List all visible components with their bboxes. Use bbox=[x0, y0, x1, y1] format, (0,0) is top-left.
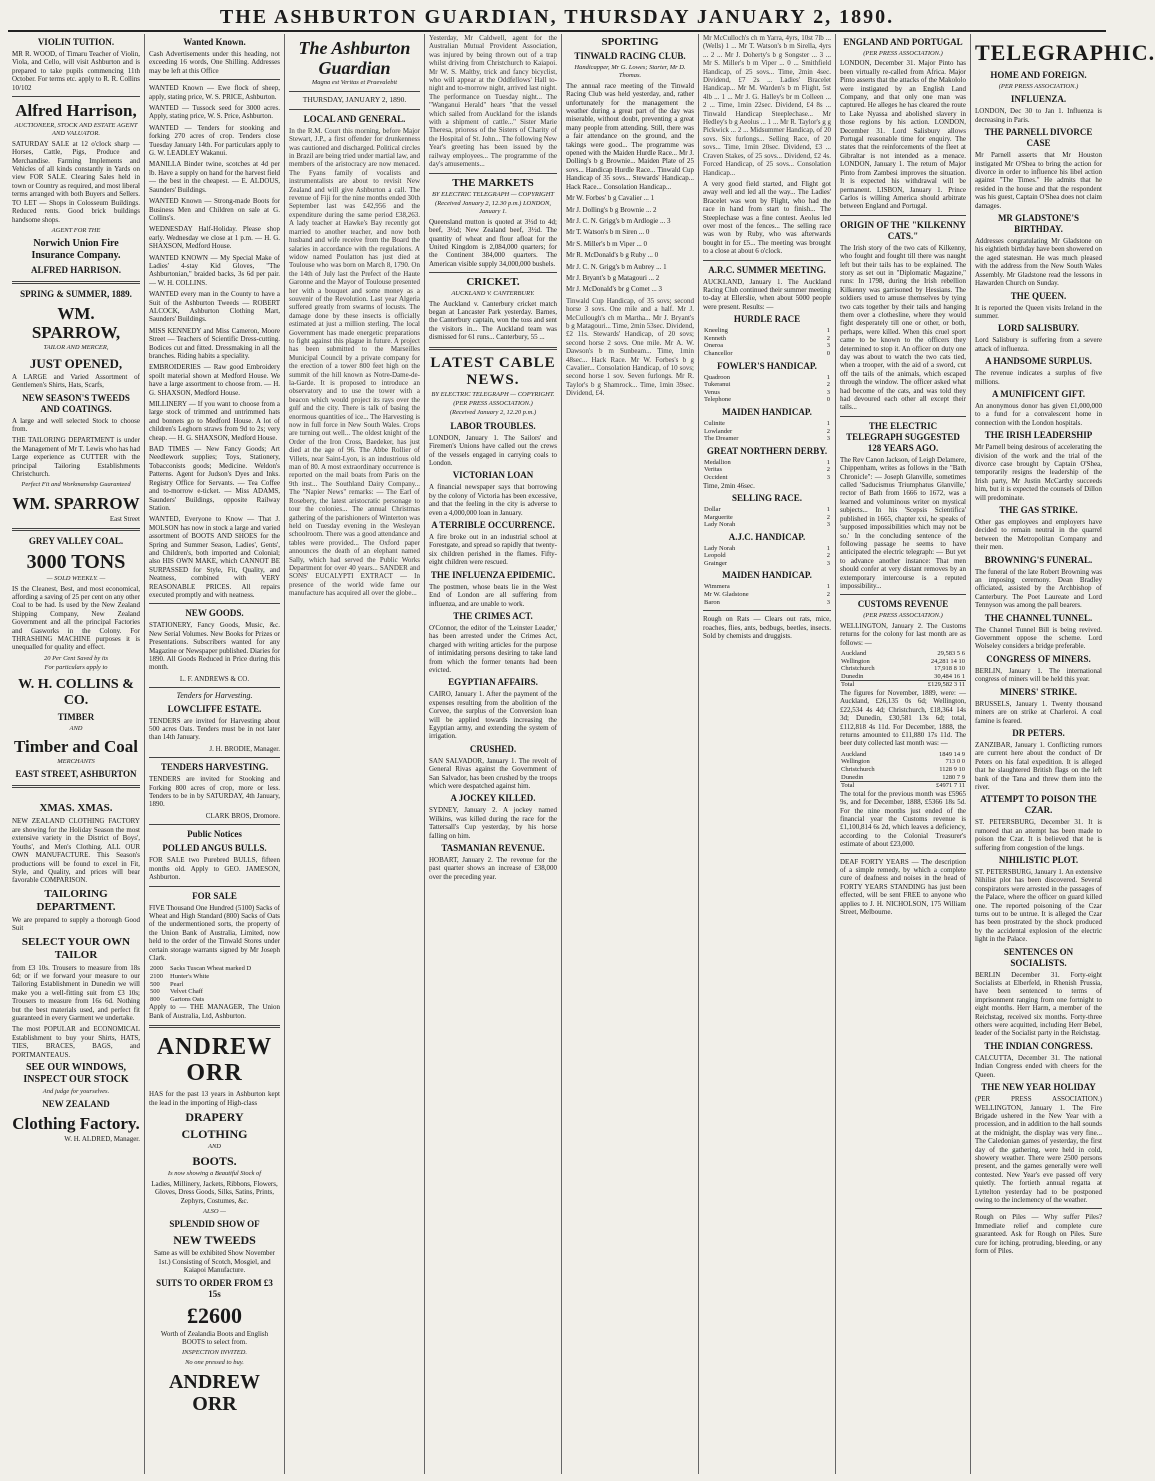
table-row: Total £129,582 3 11 bbox=[841, 681, 965, 689]
item-text: ST. PETERSBURG, January 1. An extensive Nihilist plot has been discovered. Several conspirators were arrested in the passages of the Palace, where the officer on guard killed one. The reported poisoning of the Czar turns out to be untrue. It is alleged the Czar has been prostrated by the shock produced by the accidental explosion of the electric light in the Palace. bbox=[975, 867, 1102, 944]
select-your-own: SELECT YOUR OWN TAILOR bbox=[21, 935, 131, 961]
table-row: Marguerite 2 bbox=[704, 513, 830, 521]
influenza-heading: THE INFLUENZA EPIDEMIC. bbox=[430, 569, 556, 580]
customs-table bbox=[840, 650, 966, 689]
item-text: Lord Salisbury is suffering from a severe attack of influenza. bbox=[975, 336, 1102, 353]
item-text: BERLIN December 31. Forty-eight Socialists at Elberfeld, in Rhenish Prussia, have been sentenced to terms of imprisonment ranging from one fortnight to eight months. Herr Harm, a member of the Reichstag, received six months. Forty-three others were acquitted, including Herr Bebel, leader of the Socialist party in the Reichstag. bbox=[975, 970, 1102, 1038]
select-text: from £3 10s. Trousers to measure from 18s 6d; or if we forward your measure to our Tailoring Establishment in Dunedin we will make you a well-fitting suit from £3 10s; Trousers to measure from 16s 6d. Nothing but the best materials used, and perfect fit guaranteed in every Garment we undertake. bbox=[12, 963, 140, 1022]
polled-angus: POLLED ANGUS BULLS. bbox=[162, 843, 267, 854]
tenders-harvest: Tenders for Harvesting. bbox=[176, 691, 253, 701]
andrews-signature: L. F. ANDREWS & CO. bbox=[179, 674, 250, 683]
cricket-text: The Auckland v. Canterbury cricket match began at Lancaster Park yesterday. Barnes, the Canterbury captain, won the toss and sent the visitors in... The Auckland team was dismissed for 61 runs... Canterbury, 55 ... bbox=[429, 299, 557, 342]
also: ALSO — bbox=[203, 1207, 226, 1215]
list-item: Mr S. Miller's b m Viper ... 0 bbox=[566, 239, 648, 248]
sporting-text-2: Tinwald Cup Handicap, of 35 sovs; second horse 3 sovs. One mile and a half. Mr J. McCullough's ch m Martha... Mr J. Bryant's b g Matagouri... Time, 2min 53sec. Dividend, £2 11s. Stewards' Handicap, of 20 sovs; second horse 2 sovs. One mile. Mr A. W. Dawson's b m Sunbeam... Time, 1min 48sec... Hack Race. Mr W. Forbes's b g Cavalier... Consolation Handicap, of 10 sovs; second horse 1 sov. Seven furlongs. Mr R. Taylor's b g Shamrock... Time, 1min 39sec. Dividend, £4. bbox=[566, 296, 694, 398]
list-item: Mr J. McDonald's br g Comet ... 3 bbox=[566, 285, 662, 294]
item-text: It is reported the Queen visits Ireland in the summer. bbox=[975, 303, 1102, 320]
just-text: A LARGE and Varied Assortment of Gentlemen's Shirts, Hats, Scarfs, bbox=[12, 372, 140, 390]
table-row: Christchurch 1128 9 10 bbox=[841, 765, 965, 773]
item-text: Mr Parnell being desirous of accelerating the division of the work and the trial of the divorce case brought by Captain O'Shea, temporarily resigns the leadership of the Irish party, Mr Justin McCarthy succeeds him, but it is expected the counsels of Dillon will predominate. bbox=[975, 443, 1102, 502]
tenders-text-2: TENDERS are invited for Stooking and Forking 800 acres of crop, more or less. Tenders to be in by SATURDAY, 4th January, 1890. bbox=[149, 775, 280, 809]
wanted-13: WANTED, Everyone to Know — That J. MOLSON has now in stock a large and varied assortment of BOOTS AND SHOES for the Spring and Summer Season, Ladies', Gents', and Children's, both imported and Colonial; also HIS OWN MAKE, which CANNOT BE SURPASSED for Style, Fit, Quality, and Neatness, combined with VERY REASONABLE PRICES. All repairs executed promptly and with neatness. bbox=[149, 515, 280, 599]
item-text: An anonymous donor has given £1,000,000 to a fund for a convalescent home in connection with the London hospitals. bbox=[975, 401, 1102, 427]
jockey-heading: A JOCKEY KILLED. bbox=[450, 793, 536, 804]
telegraph-text: The Rev Canon Jackson, of Leigh Delamere, Chippenham, writes as follows in the "Bath Chronicle": — Joseph Glanville, sometimes called 'Saducismus Triumphatus Glanville,' rector of Bath from 1666 to 1672, was a learned and voluminous writer on mystical subjects... In his 'Scepsis Scientifica' published in 1665, chapter xxi, he speaks of 'supposed impossibilities which may not be so.' In the concluding sentence of the following passage he seems to have anticipated the electric telegraph: — But yet to advance another instance: That men should confer at very distant removes by an extemporary intercourse is a reputed impossibility... bbox=[840, 455, 966, 590]
cable-received: (Received January 2, 12.20 p.m.) bbox=[449, 409, 537, 417]
selling-heading: SELLING RACE. bbox=[731, 492, 803, 503]
wanted-6: WEDNESDAY Half-Holiday. Please shop early. Wednesday we close at 1 p.m. — H. G. SHAXSON, Medford House. bbox=[149, 225, 280, 251]
masthead-title: THE ASHBURTON GUARDIAN, THURSDAY JANUARY 2, 1890. bbox=[219, 5, 895, 28]
maiden-table bbox=[703, 420, 831, 443]
boots: BOOTS. bbox=[192, 1154, 237, 1169]
table-row: Leopold 2 bbox=[704, 552, 830, 560]
collins-name: W. H. COLLINS & CO. bbox=[18, 676, 134, 708]
list-item: Mr J. Bryant's b g Matagouri ... 2 bbox=[566, 273, 660, 282]
item-heading: LORD SALISBURY. bbox=[998, 323, 1079, 334]
column-4 bbox=[425, 34, 562, 1474]
crimes-heading: THE CRIMES ACT. bbox=[453, 610, 533, 621]
item-text: BRUSSELS, January 1. Twenty thousand miners are on strike at Charleroi. A coal famine is feared. bbox=[975, 699, 1102, 725]
table-row: Chancellor 0 bbox=[704, 349, 830, 357]
hurdle-table bbox=[703, 327, 831, 357]
item-heading: MINERS' STRIKE. bbox=[999, 686, 1078, 697]
harrison-name: Alfred Harrison, bbox=[15, 101, 137, 121]
column-3 bbox=[285, 34, 425, 1474]
list-item: Mr T. Watson's b m Siren ... 0 bbox=[566, 228, 650, 237]
telegraphic-heading: TELEGRAPHIC. bbox=[975, 40, 1155, 65]
for-sale-text: FIVE Thousand One Hundred (5100) Sacks of Wheat and High Standard (800) Sacks of Oats of the undermentioned sorts, the property of the Union Bank of Australia, Limited, now held to the order of the Tinwald Stores under certain storage warrants signed by Mr Joseph Clark. bbox=[149, 903, 280, 962]
see-windows: SEE OUR WINDOWS, INSPECT OUR STOCK bbox=[23, 1062, 129, 1085]
new-goods-text: STATIONERY, Fancy Goods, Music, &c. New Serial Volumes. New Books for Prizes or Presentations. Subscribers wanted for any Magazine or Newspaper published. Diaries for 1890. All Goods Reduced in Price during this month. bbox=[149, 621, 281, 672]
item-heading: A MUNIFICENT GIFT. bbox=[992, 388, 1085, 399]
tailoring-text: THE TAILORING DEPARTMENT is under the Management of Mr T. Lewis who has had Large experience as CUTTER with the principal Tailoring Establishments Christchurch. bbox=[12, 436, 140, 478]
item-heading: ATTEMPT TO POISON THE CZAR. bbox=[980, 794, 1097, 816]
arc-heading: A.R.C. SUMMER MEETING. bbox=[708, 264, 826, 275]
item-heading: THE NEW YEAR HOLIDAY bbox=[981, 1082, 1096, 1093]
local-heading: LOCAL AND GENERAL. bbox=[303, 113, 406, 124]
eng-port-sub: (PER PRESS ASSOCIATION.) bbox=[863, 50, 943, 57]
showing: Is now showing a Beautiful Stock of bbox=[167, 1170, 262, 1178]
table-row: Wellington 24,281 14 10 bbox=[841, 657, 965, 665]
paper-title: The Ashburton Guardian bbox=[298, 38, 411, 78]
item-heading: THE INDIAN CONGRESS. bbox=[984, 1040, 1093, 1051]
telegraph-heading: THE ELECTRIC TELEGRAPH SUGGESTED 128 YEARS AGO. bbox=[846, 420, 960, 453]
item-heading: THE QUEEN. bbox=[1010, 290, 1067, 301]
table-row: Occident 3 bbox=[704, 473, 830, 481]
forward-heading: FOWLER'S HANDICAP. bbox=[717, 360, 817, 371]
great-heading: GREAT NORTHERN DERBY. bbox=[706, 445, 828, 456]
maiden2-heading: MAIDEN HANDICAP. bbox=[722, 570, 812, 581]
item-text: The funeral of the late Robert Browning was an imposing ceremony. Dean Bradley officiated, assisted by the Archbishop of Canterbury. The Poet Laureate and Lord Tennyson was among the pall bearers. bbox=[975, 567, 1102, 610]
sparrow-sub: TAILOR AND MERCER, bbox=[43, 344, 109, 352]
new-tweeds: NEW TWEEDS bbox=[173, 1233, 256, 1248]
customs-text: The figures for November, 1889, were: — Auckland, £26,135 0s 6d; Wellington, £22,534 4s 4d; Christchurch, £18,364 14s 3d; Dunedin, £30,581 13s 6d; total, £112,818 4s 11d. For December, 1888, the returns amounted to £11,880 17s 11d. The beer duty collected last month was: — bbox=[840, 688, 966, 748]
item-heading: CONGRESS OF MINERS. bbox=[986, 653, 1091, 664]
orr-signature: ANDREW ORR bbox=[168, 1371, 261, 1416]
item-text: Other gas employees and employers have decided to remain neutral in the quarrel between the Metropolitan Company and their men. bbox=[975, 518, 1102, 552]
table-row: Telephone 0 bbox=[704, 396, 830, 404]
cable-heading: LATEST CABLE NEWS. bbox=[430, 354, 556, 388]
column-1 bbox=[8, 34, 145, 1474]
table-row: Kneeling 1 bbox=[704, 327, 830, 335]
list-item: Mr J. C. N. Grigg's b m Ardlogie ... 3 bbox=[566, 216, 671, 225]
public-notices: Public Notices bbox=[187, 829, 242, 840]
cost-saved: 20 Per Cent Saved by its bbox=[43, 654, 109, 662]
wanted-9: MISS KENNEDY and Miss Cameron, Moore Street — Teachers of Scientific Dress-cutting. Bodices cut and fitted. Dressmaking in all the branches. Riding habits a speciality. bbox=[149, 326, 280, 360]
grey-valley-heading: GREY VALLEY COAL. bbox=[28, 536, 124, 547]
handicapper: Handicapper, Mr G. Lowes; Starter, Mr D. Thomas. bbox=[574, 64, 686, 80]
item-text: (PER PRESS ASSOCIATION.) WELLINGTON, January 1. The Fire Brigade ushered in the New Year with a procession, and in addition to the hall sounds at the midnight, the display was very fine... The Caledonian games of yesterday, the first day of the gathering, were held in cold, showery weather. There were 2500 persons present, and the games generally were well contested. New Year's eve passed off very quietly. The fortieth annual regatta at Lyttelton yesterday had to be postponed owing to the inclemency of the weather. bbox=[975, 1095, 1102, 1204]
cable-sub: BY ELECTRIC TELEGRAPH — COPYRIGHT. bbox=[431, 390, 555, 398]
wanted-text: Cash Advertisements under this heading, not exceeding 16 words, One Shilling. Addresses may be left at this Office bbox=[149, 50, 280, 75]
ajc-table bbox=[703, 545, 831, 568]
table-row: Auckland 29,583 5 6 bbox=[841, 649, 965, 657]
wanted-1: WANTED Known — Ewe flock of sheep, apply, stating price, W. S. PRICE, Ashburton. bbox=[149, 84, 280, 101]
terrible-heading: A TERRIBLE OCCURRENCE. bbox=[431, 520, 555, 531]
violin-heading: VIOLIN TUITION. bbox=[37, 37, 115, 47]
beer-table bbox=[840, 751, 966, 790]
table-row: Auckland 1849 14 9 bbox=[841, 750, 965, 758]
markets-text: Queensland mutton is quoted at 3½d to 4d; beef, 3½d; New Zealand beef, 3½d. The quantity of wheat and flour afloat for the United Kingdom is 2,084,000 quarters; for the Continent 384,000 quarters. The American visible supply 34,000,000 bushels. bbox=[429, 217, 557, 268]
orr-and: AND bbox=[208, 1142, 221, 1150]
apply-text: Apply to — THE MANAGER, The Union Bank of Australia, Ltd, Ashburton. bbox=[149, 1003, 280, 1020]
violin-text: MR R. WOOD, of Timaru Teacher of Violin, Viola, and Cello, will visit Ashburton and is prepared to take pupils commencing 11th October. For terms etc. apply to R. R. Collins 10/102 bbox=[12, 50, 140, 92]
bottom-note: Rough on Piles — Why suffer Piles? Immediate relief and complete cure guaranteed. Ask for Rough on Piles. Sure cure for itching, protruding, bleeding, or any form of Piles. bbox=[975, 1213, 1102, 1255]
selected-text: A large and well selected Stock to choose from. bbox=[12, 416, 140, 433]
item-heading: THE GAS STRIKE. bbox=[999, 505, 1078, 515]
wanted-7: WANTED KNOWN — My Special Make of Ladies' 4-stay Kid Gloves, "The Ashburtonian," braided backs, 3s 6d per pair. — W. H. COLLINS. bbox=[149, 253, 280, 287]
egyptian-text: CAIRO, January 1. After the payment of the expenses resulting from the abolition of the Corvee, the surplus of the Conversion loan will be applied towards increasing the Egyptian army, and extending the system of irrigation. bbox=[429, 690, 557, 741]
customs-sub: (PER PRESS ASSOCIATION.) bbox=[863, 612, 943, 620]
showing-text: Ladies, Millinery, Jackets, Ribbons, Flowers, Gloves, Dress Goods, Silks, Satins, Prints, Zephyrs, Costumes, &c. bbox=[151, 1179, 278, 1205]
table-row: Wellington 713 0 0 bbox=[841, 758, 965, 766]
deaf-text: DEAF FORTY YEARS — The description of a simple remedy, by which a complete cure of deafness and noises in the head of FORTY YEARS STANDING has just been effected, will be sent FREE to anyone who applies to J. H. NICHOLSON, 175 William Street, Melbourne. bbox=[840, 857, 966, 917]
tons-heading: 3000 TONS bbox=[26, 551, 126, 574]
table-row: 2100 Hunter's White bbox=[150, 972, 210, 980]
item-heading: SENTENCES ON SOCIALISTS. bbox=[1003, 946, 1074, 968]
tasmanian-heading: TASMANIAN REVENUE. bbox=[441, 843, 545, 854]
cricket-heading: CRICKET. bbox=[466, 276, 520, 289]
telegraphic-items bbox=[975, 94, 1102, 1204]
item-text: LONDON, Dec 30 to Jan 1. Influenza is decreasing in Paris. bbox=[975, 107, 1102, 124]
wanted-10: EMBROIDERIES — Raw good Embroidery spoilt material shown at Medford House. We have a large assortment to choose from. — H. G. SHAXSON, Medford House. bbox=[149, 363, 280, 397]
maiden2-table bbox=[703, 583, 831, 606]
item-heading: NIHILISTIC PLOT. bbox=[998, 854, 1079, 865]
manager-signature: W. H. ALDRED, Manager. bbox=[64, 1135, 140, 1144]
table-row: The Dreamer 3 bbox=[704, 435, 830, 443]
column-8 bbox=[971, 34, 1155, 1474]
crushed-heading: CRUSHED. bbox=[469, 743, 517, 754]
column-7 bbox=[836, 34, 971, 1474]
arc-text: AUCKLAND, January 1. The Auckland Racing Club continued their summer meeting to-day at Ellerslie, when about 5000 people were present. Results: — bbox=[703, 277, 831, 311]
table-row: 500 Pearl bbox=[150, 980, 184, 988]
suits: SUITS TO ORDER FROM £3 15s bbox=[156, 1277, 273, 1299]
jockey-text: SYDNEY, January 2. A jockey named Wilkins, was killed during the race for the Tattersall's Cup yesterday, by his horse falling on him. bbox=[429, 806, 557, 840]
kilkenny-text: The Irish story of the two cats of Kilkenny, who fought and fought till there was naught left but their tails has to be explained. The story as set out in "Diplomatic Magazine," runs: In 1798, during the Irish rebellion Kilkenny was garrisoned by Hessians. The soldiers used to amuse themselves by tying two cats together by their tails and hanging them over a clothesline, where they would fight desperately till one or other, or both, perhaps, were killed. When this cruel sport came to be known to the officers they determined to stop it. An officer on duty one day was about to watch the two cats tied, when a trooper, with the aid of a sword, cut off the tails of the animals, which escaped through the window. The officer asked what had become of the cats, and was told they had devoured each other all except their tails... bbox=[840, 243, 966, 412]
table-row: Venus 3 bbox=[704, 388, 830, 396]
clothing-factory: Clothing Factory. bbox=[12, 1114, 140, 1134]
markets-received: (Received January 2, 12.30 p.m.) LONDON, January 1. bbox=[435, 199, 551, 216]
terrible-text: A fire broke out in an industrial school at Forestgate, and spread so rapidly that twenty-six children perished in the flames. Fifty-eight children were rescued. bbox=[429, 533, 557, 567]
time-note: Time, 2min 46sec. bbox=[703, 481, 755, 490]
markets-sub: BY ELECTRIC TELEGRAPH — COPYRIGHT bbox=[431, 190, 555, 198]
item-text: BERLIN, January 1. The international congress of miners will be held this year. bbox=[975, 666, 1102, 684]
item-text: ZANZIBAR, January 1. Conflicting rumors are current here about the conduct of Dr Peters on his fatal expedition. It is alleged that he slaughtered British flags on the left bank of the Tana and threw them into the river. bbox=[975, 740, 1102, 791]
column-2 bbox=[145, 34, 285, 1474]
list-item: Mr J. Dolling's b g Brownie ... 2 bbox=[566, 205, 657, 214]
merchants-label: MERCHANTS bbox=[57, 758, 95, 766]
just-opened: JUST OPENED, bbox=[29, 355, 123, 371]
popular-text: The most POPULAR and ECONOMICAL Establishment to buy your Shirts, HATS, TIES, BRACES, BAGS, and PORTMANTEAUS. bbox=[12, 1025, 140, 1059]
table-row: Kenneth 2 bbox=[704, 334, 830, 342]
for-sale-heading: FOR SALE bbox=[192, 890, 237, 901]
lowcliffe-text: TENDERS are invited for Harvesting about 500 acres Oats. Tenders must be in not later than 14th January. bbox=[149, 716, 280, 742]
wanted-5: WANTED Known — Strong-made Boots for Business Men and Children on sale at G. Collins's. bbox=[149, 197, 280, 222]
item-heading: BROWNING'S FUNERAL. bbox=[984, 554, 1093, 565]
clothing-text: NEW ZEALAND CLOTHING FACTORY are showing for the Holiday Season the most extensive variety in the District of Boys', Youths', and Men's Clothing. ALL OUR OWN MANUFACTURE. This Season's productions will be found to excel in Fit, Style, and Quality, and prices will bear favorable COMPARISON. bbox=[12, 817, 140, 885]
sparrow-name: WM. SPARROW, bbox=[31, 304, 121, 343]
bottom-note: Rough on Rats — Clears out rats, mice, roaches, flies, ants, bedbugs, beetles, insects. Sold by chemists and druggists. bbox=[703, 615, 831, 641]
none-pressed: No one pressed to buy. bbox=[185, 1358, 244, 1366]
column-6 bbox=[699, 34, 836, 1474]
orr-name: ANDREW ORR bbox=[156, 1034, 273, 1087]
ajc-heading: A.J.C. HANDICAP. bbox=[728, 531, 806, 542]
paper-motto: Magna est Veritas et Praevalebit bbox=[311, 79, 398, 86]
col4-text: Yesterday, Mr Caldwell, agent for the Australian Mutual Provident Association, was injured by being thrown out of a trap whilst driving from Christchurch to Kaiapoi. Mr W. S. Maltby, trick and fancy bicyclist, who will appear at the Oddfellows' Hall to-night and to-morrow night, arrived last night. The performance on Tuesday night... The "Wanganui Herald" hears "that the vessel which sailed from Auckland for the islands with a shipment of cattle..." Sister Marie Theresa, prioress of the Sisters of Charity of the Hospital of St. John... The following New Year's greeting has been issued by the railway employees... The programme of the day's amusements... bbox=[429, 34, 557, 169]
drapery: DRAPERY bbox=[185, 1109, 244, 1124]
home-foreign: HOME AND FOREIGN. bbox=[990, 70, 1087, 80]
table-row: Baron 3 bbox=[704, 598, 830, 606]
selling-table bbox=[703, 506, 831, 529]
east-street-2: EAST STREET, ASHBURTON bbox=[15, 769, 137, 780]
harrison-footer: ALFRED HARRISON. bbox=[30, 265, 121, 276]
inspection: INSPECTION INVITED. bbox=[182, 1349, 247, 1357]
wanted-3: WANTED — Tenders for stooking and forking 270 acres of crop. Tenders close Tuesday January 14th. For particulars apply to G. W. LEADLEY Wakanui. bbox=[149, 123, 280, 158]
item-text: The Channel Tunnel Bill is being revived. Government oppose the scheme. Lord Wolseley considers a bridge preferable. bbox=[975, 625, 1102, 651]
table-row: Dunedin 30,484 16 1 bbox=[841, 672, 965, 680]
table-row: Total £4971 7 11 bbox=[841, 782, 965, 790]
tailoring-dept: TAILORING DEPARTMENT. bbox=[36, 887, 116, 913]
wanted-2: WANTED — Tussock seed for 3000 acres. Apply, stating price, W. S. Price, Ashburton. bbox=[149, 104, 280, 121]
orr-text: HAS for the past 13 years in Ashburton kept the lead in the importing of High-class bbox=[149, 1090, 280, 1107]
wanted-11: MILLINERY — If you want to choose from a large stock of trimmed and untrimmed hats and bonnets go to Medford House. A lot of children's Leghorn straws from 9d to 2s; very cheap. — H. G. SHAXSON, Medford House. bbox=[149, 400, 280, 442]
item-heading: THE IRISH LEADERSHIP bbox=[984, 430, 1093, 441]
nz-label: NEW ZEALAND bbox=[42, 1099, 110, 1110]
grain-table bbox=[149, 965, 280, 1003]
table-row: Dunedin 1280 7 9 bbox=[841, 773, 965, 781]
coal-text: IS the Cleanest, Best, and most economical, affording a saving of 25 per cent on any other Coal to be had. Is used by the New Zealand Shipping Company, New Zealand Government and all the principal Factories and Gasworks in the Colony. For THRASHING MACHINE purposes it is unequalled for quality and effect. bbox=[12, 584, 140, 652]
victorian-text: A financial newspaper says that borrowing by the colony of Victoria has been excessive, and that the feeling in the city is adverse to even a 4,000,000 loan in January. bbox=[429, 483, 557, 517]
column-5 bbox=[562, 34, 699, 1474]
great-table bbox=[703, 459, 831, 482]
sparrow-signature: WM. SPARROW bbox=[12, 493, 140, 513]
table-row: 2000 Sacks Tuscan Wheat marked D bbox=[150, 965, 252, 973]
list-item: Mr W. Forbes' b g Cavalier ... 1 bbox=[566, 194, 655, 203]
crushed-text: SAN SALVADOR, January 1. The revolt of General Rivas against the Government of San Salvador, has been crushed by the troops which were despatched against him. bbox=[429, 756, 557, 790]
item-heading: THE CHANNEL TUNNEL. bbox=[984, 612, 1093, 623]
item-text: Mr Parnell asserts that Mr Houston instigated Mr O'Shea to bring the action for divorce in order to influence his libel action against "The Times." He admits that he resided in the house and that the respondent was his guest, Captain O'Shea does not claim damages. bbox=[975, 151, 1102, 210]
sporting-heading: SPORTING bbox=[601, 36, 659, 48]
local-text: In the R.M. Court this morning, before Major Stewart, J.P., a first offender for drunkenness was cautioned and discharged. Political circles in Brazil are being tried under martial law, and members of the aristocracy are now menaced. The Fyans family of vocalists and instrumentalists are about to revisit New Zealand and will give Ashburton a call. The revenue of Fiji for the nine months ended 30th September last was £42,956 and the expenditure during the same period £38,263. A lady teacher at Hawke's Bay recently got married to another teacher, and now both husband and wife receive from the Board the salaries in accordance with the regulations. A widow named Poulatton has just died at Toulouse who was born on March 8, 1790. On the 14th of July last the Prefect of the Haute Garonne and the Mayor of Toulouse presented her with a bouquet and some money as a souvenir of the Revolution. Last year Algeria suffered greatly from swarms of locusts. The damage done by these insects is officially estimated at just a million sterling. The local Government has made energetic preparations to fight against this plague in future. A project has been submitted to the Marseilles Municipal Council by a private company for the erection of a tower 800 feet high on the summit of the hill known as Notre-Dame-de-la-Garde. It is proposed to introduce an observatory and to use the tower with a beacon which would project its rays over the gulf and the city. There is talk of basing the enormous quantities of ice... The Harvesting is now in full force in New South Wales. Crops are turning out well... The oldest knight of the Order of the Iron Cross, Baedeker, has just died at the age of 96. The Abbe Rollier of Villets, near Saint-Lyon, is an industrious old man of 80. A most extraordinary occurrence is reported on the mail boats from Paris on the 9th inst... The Southland Dairy Company... The "Napier News" remarks: — The Earl of Rosebery, the latest aristocratic personage to tour the colonies... The annual Christmas gathering of the parishioners of Winterton was held on Tuesday evening in the Wesleyan schoolroom. There was a good attendance and tables were provided... The Oxford paper announces the death of an elephant named Sally, which had served the Public Works Department for over 40 years... SANDER and SONS' EUCALYPTI EXTRACT — In presence of the world wide fame our manufacture has acquired all over the globe... bbox=[289, 126, 420, 598]
list-item: Mr J. C. N. Grigg's b m Aubrey ... 1 bbox=[566, 262, 667, 271]
table-row: 800 Gartons Oats bbox=[150, 995, 205, 1003]
table-row: Lady Norah 1 bbox=[704, 544, 830, 552]
table-row: Lady Norah 3 bbox=[704, 521, 830, 529]
sporting-text: A very good field started, and Flight got away well and led all the way... The Ladies' Bracelet was won by Flight, who had the race in hand from start to finish... The Steeplechase was a fine contest. Aeolus led over most of the fences... The selling race was won by Ruby, who was afterwards bought in for £5... The meeting was brought to a close at about 6 o'clock. bbox=[703, 179, 831, 256]
table-row: Quadroon 1 bbox=[704, 373, 830, 381]
markets-heading: THE MARKETS bbox=[452, 176, 534, 189]
item-text: The revenue indicates a surplus of five millions. bbox=[975, 369, 1102, 386]
amount: £2600 bbox=[187, 1302, 242, 1328]
particulars: For particulars apply to bbox=[44, 664, 108, 672]
kilkenny-heading: ORIGIN OF THE "KILKENNY CATS." bbox=[840, 219, 966, 241]
cable-assoc: (PER PRESS ASSOCIATION.) bbox=[453, 400, 533, 407]
results-list bbox=[566, 194, 694, 294]
item-text: Addresses congratulating Mr Gladstone on his eightieth birthday have been showered on the aged statesman. He was much pleased with the address from the New South Wales Assembly. Mr Gladstone read the lessons in Hawarden Church on Sunday. bbox=[975, 237, 1102, 288]
tenders-harvest-2: TENDERS HARVESTING. bbox=[160, 762, 269, 773]
boots-text: Worth of Zealandia Boots and English BOOTS to select from. bbox=[160, 1329, 269, 1346]
crimes-text: O'Connor, the editor of the 'Leinster Leader,' has been arrested under the Crimes Act, charged with writing articles for the purpose of intimidating persons desiring to take land from which the former tenants had been evicted. bbox=[429, 623, 557, 674]
brodie-signature: J. H. BRODIE, Manager. bbox=[209, 744, 280, 753]
beer-text: The total for the previous month was £5965 9s, and for December, 1888, £5366 18s 5d. For the nine months just ended of the financial year the Customs revenue is £1,100,814 6s 2d, which leaves a deficiency, according to the Colonial Treasurer's estimate of about £23,000. bbox=[840, 789, 966, 849]
norwich-name: Norwich Union Fire Insurance Company. bbox=[31, 238, 121, 262]
xmas-heading: XMAS. XMAS. bbox=[39, 802, 113, 815]
table-row: Medallion 1 bbox=[704, 458, 830, 466]
eng-port-text: LONDON, December 31. Major Pinto has been virtually re-called from Africa. Major Pinto asserts that the attacks of the Makololo were instigated by an English Land Company, and that only one man was captured. He alleges he has cleared the route to Lake Nyassa and abolished slavery in those regions by his action. LONDON, December 31. Lord Salisbury allows Portugal reasonable time for enquiry. The states that the reinforcements of the fleet at Gibraltar is not intended as a menace. LONDON, January 1. The return of Major Pinto from Zambesi improves the situation. It is expected his withdrawal will be permanent. LISBON, January 1. Prince Carlos is willing America should arbitrate between England and Portugal. bbox=[840, 59, 966, 211]
table-row: Dollar 1 bbox=[704, 505, 830, 513]
table-row: Grainger 3 bbox=[704, 559, 830, 567]
norwich-agent: AGENT FOR THE bbox=[51, 226, 101, 234]
timber-coal: Timber and Coal bbox=[13, 737, 139, 757]
item-heading: THE PARNELL DIVORCE CASE bbox=[984, 127, 1093, 149]
harrison-sub: AUCTIONEER, STOCK AND ESTATE AGENT AND VALUATOR. bbox=[14, 122, 138, 138]
new-goods-heading: NEW GOODS. bbox=[185, 608, 244, 619]
tweeds-heading: NEW SEASON'S TWEEDS AND COATINGS. bbox=[22, 392, 130, 414]
clark-signature: CLARK BROS, Dromore. bbox=[205, 811, 280, 820]
sold-weekly: — SOLD WEEKLY. — bbox=[46, 575, 106, 583]
item-heading: A HANDSOME SURPLUS. bbox=[985, 356, 1092, 367]
table-row: Veritas 2 bbox=[704, 466, 830, 474]
egyptian-heading: EGYPTIAN AFFAIRS. bbox=[448, 677, 538, 688]
columns bbox=[8, 34, 1155, 1474]
customs-intro: WELLINGTON, January 2. The Customs returns for the colony for last month are as follows: — bbox=[840, 621, 966, 647]
table-row: Mr W. Gladstone 2 bbox=[704, 591, 830, 599]
item-heading: INFLUENZA. bbox=[1010, 94, 1067, 105]
labor-heading: LABOR TROUBLES. bbox=[450, 420, 536, 431]
item-heading: DR PETERS. bbox=[1012, 727, 1065, 738]
cricket-sub: AUCKLAND V. CANTERBURY. bbox=[451, 290, 535, 298]
table-row: Christchurch 17,918 8 10 bbox=[841, 665, 965, 673]
timber-label: TIMBER bbox=[57, 711, 95, 722]
table-row: Oneroa 3 bbox=[704, 342, 830, 350]
tinwald-heading: TINWALD RACING CLUB. bbox=[574, 51, 686, 61]
table-row: Tukeranui 2 bbox=[704, 381, 830, 389]
and-label: AND bbox=[69, 724, 83, 732]
hurdle-heading: HURDLE RACE bbox=[733, 314, 801, 325]
judge-text: And judge for yourselves. bbox=[42, 1088, 110, 1095]
customs-heading: CUSTOMS REVENUE bbox=[857, 599, 949, 610]
east-street: East Street bbox=[109, 514, 140, 523]
wanted-12: BAD TIMES — New Fancy Goods; Art Needlework supplies; Toys, Stationery, Tobacconists goods; Medicine. Weldon's Patterns. Agent for Judson's Dyes and Inks. Registry Office for Servants. — Tea Coffee and to-morrow e-ticket. — Miss ADAMS, Saunders' Buildings, opposite Railway Station. bbox=[149, 445, 280, 512]
clothing: CLOTHING bbox=[181, 1126, 248, 1141]
tasmanian-text: HOBART, January 2. The revenue for the past quarter shows an increase of £38,000 over the preceding year. bbox=[429, 856, 557, 881]
wanted-8: WANTED every man in the County to have a Suit of the Ashburton Tweeds — ROBERT ALCOCK, Ashburton Clothing Mart, Saunders' Buildings. bbox=[149, 290, 280, 324]
sporting-text: The annual race meeting of the Tinwald Racing Club was held yesterday, and, rather unfortunately for the management the weather during a great part of the day was miserable, without doubt, preventing a great many people from attending. Still, there was a fair attendance on the ground, and the takings were good... The programme was opened with the Maiden Hurdle Race... Mr J. Dolling's b g Brownie... Maiden Plate of 25 sovs... Handicap Hurdle Race... Tinwald Cup Handicap of 35 sovs... Stewards' Handicap... Hack Race... Consolation Handicap... bbox=[566, 81, 694, 191]
maiden-heading: MAIDEN HANDICAP. bbox=[722, 406, 812, 417]
item-heading: MR GLADSTONE'S BIRTHDAY. bbox=[997, 213, 1080, 235]
harrison-text: SATURDAY SALE at 12 o'clock sharp — Horses, Cattle, Pigs, Produce and Merchandise. Farming Implements and Vehicles of all kinds constantly in Yards on view FOR SALE. Clearing Sales held in town or Country as required, and most liberal terms arranged with both Buyers and Sellers. TO LET — Shops in Colosseum Buildings. Reduced rents. Good brick buildings handsome shops. bbox=[12, 139, 140, 224]
labor-text: LONDON, January 1. The Sailors' and Firemen's Unions have called out the crews of the vessels engaged in carrying coals to London. bbox=[429, 433, 557, 468]
polled-text: FOR SALE two Purebred BULLS, fifteen months old. Apply to GEO. JAMESON, Ashburton. bbox=[149, 856, 280, 882]
forward-table bbox=[703, 374, 831, 404]
sporting-continued: Mr McCulloch's ch m Yarra, 4yrs, 10st 7lb ... (Wells) 1 ... Mr T. Watson's b m Sirella, 4yrs ... 2 ... Mr J. Doherty's b g Songster ... 3 ... Mr S. Miller's b m Viper ... 0 ... Smithfield Handicap, of 25 sovs... Time, 2min 4sec. Dividend, £7 2s ... Ladies' Bracelet Handicap... Mr M. Warden's b m Flight, 5st 4lb ... 1 ... Mr J. G. Halley's br m Colleen ... 2 ... Time, 1min 22sec. Dividend, £4 8s ... Tinwald Handicap Steeplechase... Mr Hedley's b g Aeolus ... 1 ... Mr R. Taylor's g g Pickwick ... 2 ... Midsummer Handicap, of 20 sovs. Six furlongs... Selling Race, of 20 sovs... Time, 1min 20sec. Dividend, £3 ... Craven Stakes, of 25 sovs... Dividend, £2 4s. Forced Handicap, of 25 sovs... Consolation Handicap... bbox=[703, 34, 831, 177]
list-item: Mr R. McDonald's b g Ruby ... 0 bbox=[566, 251, 659, 260]
lowcliffe-heading: LOWCLIFFE ESTATE. bbox=[167, 703, 262, 714]
wanted-known-heading: Wanted Known. bbox=[183, 37, 246, 47]
table-row: 500 Velvet Chaff bbox=[150, 988, 203, 996]
wanted-4: MANILLA Binder twine, scotches at 4d per lb. Have a supply on hand for the harvest field — the best in the cheapest. — E. ALDOUS, Saunders' Buildings. bbox=[149, 160, 280, 194]
eng-port-heading: ENGLAND AND PORTUGAL bbox=[843, 37, 963, 47]
paper-date: THURSDAY, JANUARY 2, 1890. bbox=[302, 95, 407, 105]
masthead bbox=[8, 4, 1106, 32]
press-assoc: (PER PRESS ASSOCIATION.) bbox=[998, 83, 1079, 90]
table-row: Lowlander 2 bbox=[704, 427, 830, 435]
table-row: Culinite 1 bbox=[704, 419, 830, 427]
perfect-fit: Perfect Fit and Workmanship Guaranteed bbox=[21, 481, 131, 489]
item-text: ST. PETERSBURG, December 31. It is rumored that an attempt has been made to poison the Czar. It is believed that he is suffering from congestion of the lungs. bbox=[975, 818, 1102, 852]
splendid: SPLENDID SHOW OF bbox=[169, 1219, 260, 1230]
tailoring-text-2: We are prepared to supply a thorough Good Suit bbox=[12, 915, 140, 933]
item-text: CALCUTTA, December 31. The national Indian Congress ended with cheers for the Queen. bbox=[975, 1053, 1102, 1079]
table-row: Wimmera 1 bbox=[704, 583, 830, 591]
influenza-text: The postmen, whose beats lie in the West End of London are all suffering from influenza, and are unable to work. bbox=[429, 582, 557, 608]
victorian-heading: VICTORIAN LOAN bbox=[452, 470, 534, 481]
tweeds-text: Same as will be exhibited Show November 1st.) Consisting of Scotch, Mosgiel, and Kaiapoi Manufacture. bbox=[154, 1249, 275, 1275]
spring-heading: SPRING & SUMMER, 1889. bbox=[20, 289, 132, 300]
